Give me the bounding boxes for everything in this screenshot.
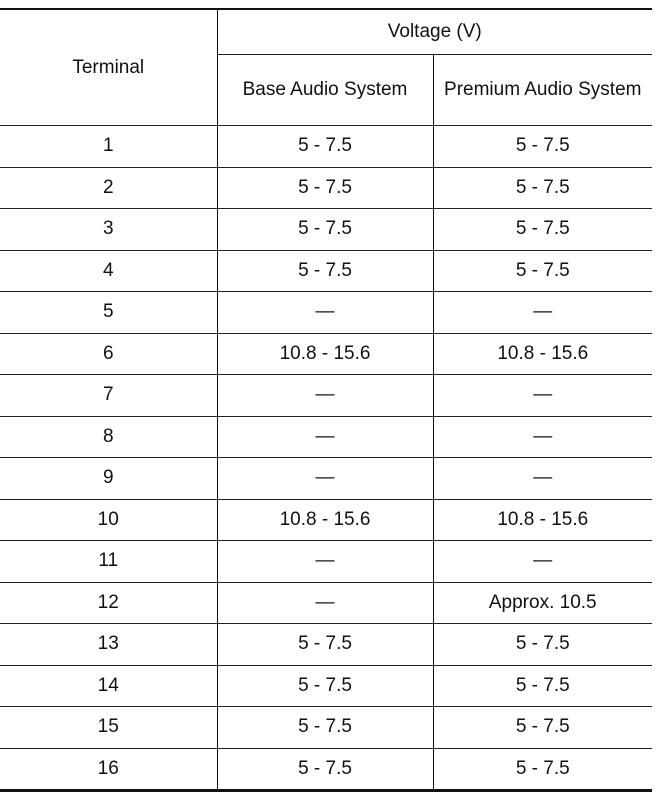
- table-row: [0, 582, 652, 624]
- base-voltage-cell: —: [217, 541, 433, 583]
- header-voltage: Voltage (V): [217, 9, 652, 55]
- table-row: [0, 250, 652, 292]
- terminal-cell: 4: [0, 250, 217, 292]
- table-row: [0, 748, 652, 791]
- terminal-cell: 6: [0, 333, 217, 375]
- table-row: [0, 416, 652, 458]
- terminal-cell: 16: [0, 748, 217, 791]
- base-voltage-cell: 5 - 7.5: [217, 167, 433, 209]
- base-voltage-cell: 5 - 7.5: [217, 665, 433, 707]
- premium-voltage-cell: 5 - 7.5: [433, 167, 652, 209]
- terminal-cell: 13: [0, 624, 217, 666]
- premium-voltage-cell: 5 - 7.5: [433, 250, 652, 292]
- table-row: [0, 458, 652, 500]
- base-voltage-cell: 10.8 - 15.6: [217, 499, 433, 541]
- premium-voltage-cell: —: [433, 375, 652, 417]
- premium-voltage-cell: 5 - 7.5: [433, 126, 652, 168]
- terminal-cell: 7: [0, 375, 217, 417]
- header-base-audio-system: Base Audio System: [217, 55, 433, 126]
- premium-voltage-cell: —: [433, 292, 652, 334]
- terminal-cell: 10: [0, 499, 217, 541]
- premium-voltage-cell: Approx. 10.5: [433, 582, 652, 624]
- table-row: [0, 665, 652, 707]
- premium-voltage-cell: 5 - 7.5: [433, 665, 652, 707]
- header-premium-audio-system: Premium Audio System: [433, 55, 652, 126]
- terminal-cell: 12: [0, 582, 217, 624]
- table-row: [0, 375, 652, 417]
- table-row: [0, 707, 652, 749]
- premium-voltage-cell: 5 - 7.5: [433, 707, 652, 749]
- table-body: [0, 126, 652, 791]
- premium-voltage-cell: 10.8 - 15.6: [433, 333, 652, 375]
- table-row: [0, 209, 652, 251]
- terminal-cell: 8: [0, 416, 217, 458]
- premium-voltage-cell: —: [433, 541, 652, 583]
- base-voltage-cell: 5 - 7.5: [217, 707, 433, 749]
- terminal-cell: 5: [0, 292, 217, 334]
- premium-voltage-cell: 10.8 - 15.6: [433, 499, 652, 541]
- base-voltage-cell: 5 - 7.5: [217, 209, 433, 251]
- header-terminal: Terminal: [0, 9, 217, 126]
- base-voltage-cell: —: [217, 458, 433, 500]
- table-row: [0, 126, 652, 168]
- terminal-cell: 15: [0, 707, 217, 749]
- table-row: [0, 167, 652, 209]
- base-voltage-cell: 5 - 7.5: [217, 624, 433, 666]
- premium-voltage-cell: —: [433, 458, 652, 500]
- base-voltage-cell: —: [217, 375, 433, 417]
- premium-voltage-cell: —: [433, 416, 652, 458]
- table-row: [0, 499, 652, 541]
- table-row: [0, 292, 652, 334]
- base-voltage-cell: —: [217, 582, 433, 624]
- table-row: [0, 333, 652, 375]
- premium-voltage-cell: 5 - 7.5: [433, 748, 652, 791]
- table-row: [0, 624, 652, 666]
- terminal-voltage-table: [0, 8, 652, 792]
- base-voltage-cell: —: [217, 292, 433, 334]
- base-voltage-cell: 10.8 - 15.6: [217, 333, 433, 375]
- base-voltage-cell: —: [217, 416, 433, 458]
- terminal-cell: 14: [0, 665, 217, 707]
- terminal-cell: 9: [0, 458, 217, 500]
- terminal-cell: 1: [0, 126, 217, 168]
- base-voltage-cell: 5 - 7.5: [217, 126, 433, 168]
- premium-voltage-cell: 5 - 7.5: [433, 624, 652, 666]
- base-voltage-cell: 5 - 7.5: [217, 250, 433, 292]
- terminal-cell: 2: [0, 167, 217, 209]
- base-voltage-cell: 5 - 7.5: [217, 748, 433, 791]
- table-row: [0, 541, 652, 583]
- terminal-cell: 3: [0, 209, 217, 251]
- terminal-cell: 11: [0, 541, 217, 583]
- premium-voltage-cell: 5 - 7.5: [433, 209, 652, 251]
